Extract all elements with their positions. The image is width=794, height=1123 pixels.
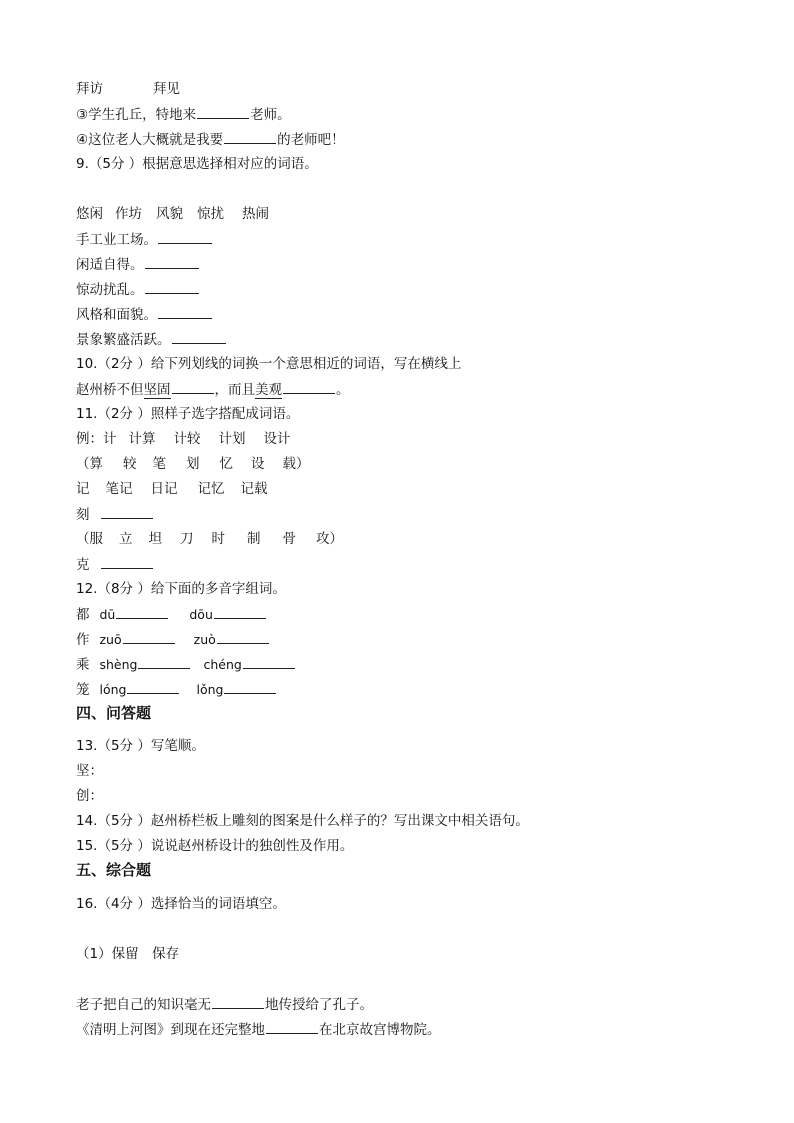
polyphone-char: 作 (76, 632, 90, 648)
q9-item-text: 手工业工场。 (76, 232, 157, 248)
sentence-text: ，而且 (214, 382, 255, 398)
sentence-text: 地传授给了孔子。 (265, 997, 373, 1013)
q16-sentence-1 (76, 995, 373, 1014)
q11-example (76, 430, 291, 448)
example-word: 计算 (128, 431, 156, 447)
q12-row (76, 655, 296, 674)
q10-sentence (76, 380, 350, 399)
option-char: （算 (76, 456, 103, 472)
q9-word-bank (76, 205, 269, 223)
pinyin: zuō (99, 632, 122, 647)
sentence-text: 老师。 (250, 107, 291, 123)
q9-item (76, 280, 200, 299)
question-13: 13.（5分 ）写笔顺。 (76, 738, 205, 754)
word: 笔记 (105, 481, 133, 497)
word: 记 (76, 481, 90, 497)
option-char: 载） (282, 456, 310, 472)
option-char: 划 (186, 456, 200, 472)
answer-blank[interactable] (217, 630, 269, 644)
example-word: 设计 (263, 431, 291, 447)
answer-blank[interactable] (172, 380, 214, 394)
answer-blank[interactable] (123, 630, 175, 644)
pinyin: lóng (99, 682, 127, 697)
section-heading-5: 五、综合题 (76, 861, 152, 879)
option-char: 攻） (316, 531, 343, 547)
answer-blank[interactable] (101, 505, 153, 519)
option-char: 制 (247, 531, 261, 547)
pinyin: chéng (203, 657, 242, 672)
answer-blank[interactable] (116, 605, 168, 619)
sentence-text: 的老师吧！ (277, 132, 345, 148)
bank-word: 悠闲 (76, 206, 103, 222)
question-14: 14.（5分 ）赵州桥栏板上雕刻的图案是什么样子的？写出课文中相关语句。 (76, 813, 529, 829)
underlined-word: 美观 (255, 382, 282, 398)
polyphone-char: 笼 (76, 682, 90, 698)
q12-row (76, 680, 277, 699)
answer-blank[interactable] (212, 995, 264, 1009)
example-text: 例：计 (76, 431, 117, 447)
word: 记忆 (197, 481, 225, 497)
sentence-text: ③学生孔丘，特地来 (76, 107, 197, 123)
q9-item-text: 景象繁盛活跃。 (76, 332, 171, 348)
question-12: 12.（8分 ）给下面的多音字组词。 (76, 581, 286, 597)
sentence-text: ④这位老人大概就是我要 (76, 132, 224, 148)
sentence-text: 在北京故宫博物院。 (319, 1022, 441, 1038)
word: 日记 (150, 481, 178, 497)
q9-item-text: 闲适自得。 (76, 257, 144, 273)
sentence-text: 《清明上河图》到现在还完整地 (76, 1022, 265, 1038)
answer-blank[interactable] (158, 230, 212, 244)
q9-item-text: 惊动扰乱。 (76, 282, 144, 298)
question-9: 9.（5分 ）根据意思选择相对应的词语。 (76, 156, 318, 172)
answer-blank[interactable] (172, 330, 226, 344)
q11-ji-words (76, 480, 268, 498)
option-char: 时 (211, 531, 225, 547)
q16-sentence-2 (76, 1020, 441, 1039)
word-option: 拜访 (76, 81, 103, 97)
pinyin: dū (99, 607, 116, 622)
answer-blank[interactable] (224, 130, 276, 144)
word-option: 拜见 (153, 81, 180, 97)
q13-char-a: 坚： (76, 763, 103, 779)
answer-blank[interactable] (283, 380, 335, 394)
answer-blank[interactable] (224, 680, 276, 694)
option-char: 立 (119, 531, 133, 547)
answer-blank[interactable] (127, 680, 179, 694)
q11-char-options-1 (76, 455, 310, 473)
sentence-text: 赵州桥不但 (76, 382, 144, 398)
word-options-line (76, 80, 180, 98)
option-char: 忆 (219, 456, 233, 472)
q9-item (76, 305, 213, 324)
example-word: 计较 (173, 431, 201, 447)
sentence-text: 。 (336, 382, 350, 398)
q13-char-b: 创： (76, 788, 103, 804)
pinyin: shèng (99, 657, 138, 672)
target-char: 克 (76, 557, 90, 573)
pinyin: zuò (193, 632, 216, 647)
example-word: 计划 (218, 431, 246, 447)
q11-char-options-2 (76, 530, 343, 548)
bank-word: 热闹 (242, 206, 269, 222)
bank-word: 作坊 (115, 206, 142, 222)
target-char: 刻 (76, 507, 90, 523)
q11-ke-line (76, 505, 154, 524)
answer-blank[interactable] (138, 655, 190, 669)
question-16: 16.（4分 ）选择恰当的词语填空。 (76, 896, 286, 912)
q9-item (76, 230, 213, 249)
q11-ke2-line (76, 555, 154, 574)
q12-row (76, 630, 270, 649)
answer-blank[interactable] (214, 605, 266, 619)
option-char: 设 (251, 456, 265, 472)
answer-blank[interactable] (243, 655, 295, 669)
pinyin: lǒng (196, 682, 224, 697)
pinyin: dōu (189, 607, 213, 622)
polyphone-char: 乘 (76, 657, 90, 673)
bank-word: 风貌 (156, 206, 183, 222)
answer-blank[interactable] (158, 305, 212, 319)
q9-item (76, 255, 200, 274)
word: 记载 (240, 481, 268, 497)
answer-blank[interactable] (145, 255, 199, 269)
q16-options: （1）保留 保存 (76, 946, 180, 962)
option-char: 较 (123, 456, 137, 472)
option-char: （服 (76, 531, 103, 547)
option-char: 坦 (148, 531, 162, 547)
q9-item (76, 330, 227, 349)
option-char: 骨 (282, 531, 296, 547)
question-15: 15.（5分 ）说说赵州桥设计的独创性及作用。 (76, 838, 354, 854)
q9-item-text: 风格和面貌。 (76, 307, 157, 323)
question-10: 10.（2分 ）给下列划线的词换一个意思相近的词语，写在横线上 (76, 356, 462, 372)
sentence-3 (76, 105, 291, 124)
polyphone-char: 都 (76, 607, 90, 623)
answer-blank[interactable] (266, 1020, 318, 1034)
option-char: 刀 (180, 531, 194, 547)
sentence-4 (76, 130, 345, 149)
question-11: 11.（2分 ）照样子选字搭配成词语。 (76, 406, 300, 422)
answer-blank[interactable] (145, 280, 199, 294)
sentence-text: 老子把自己的知识毫无 (76, 997, 211, 1013)
section-heading-4: 四、问答题 (76, 704, 152, 722)
q12-row (76, 605, 267, 624)
bank-word: 惊扰 (197, 206, 224, 222)
answer-blank[interactable] (197, 105, 249, 119)
answer-blank[interactable] (101, 555, 153, 569)
option-char: 笔 (152, 456, 166, 472)
underlined-word: 坚固 (143, 382, 171, 398)
